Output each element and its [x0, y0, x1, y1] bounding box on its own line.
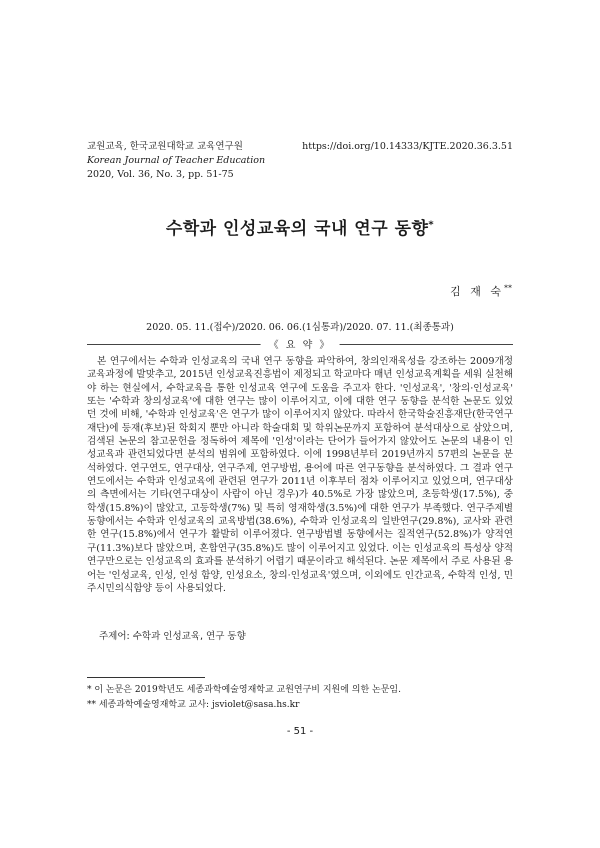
abstract-body: 본 연구에서는 수학과 인성교육의 국내 연구 동향을 파악하여, 창의인재육성을 강조하는 2009개정 교육과정에 발맞추고, 2015년 인성교육진흥법이 제정되고 학교마다 매년 인성교육계획을 세워 실천해야 하는 현실에서, 수학교육을 통한 인성교육 연구에 도움을 주고자 한다. '인성교육', '창의·인성교육' 또는 '수학과 창의성교육'에 대한 연구는 많이 이루어지고, 이에 대한 연구 동향을 분석한 논문도 있었던 것에 비해, '수학과 인성교육'은 연구가 많이 이루어지지 않았다. 따라서 한국학술진흥재단(한국연구재단)에 등재(후보)된 학회지 뿐만 아니라 학술대회 및 학위논문까지 포함하여 분석대상으로 삼았으며, 검색된 논문의 참고문헌을 정독하여 제목에 '인성'이라는 단어가 들어가지 않았어도 논문의 내용이 인성교육과 관련되었다면 분석의 범위에 포함하였다. 이에 1998년부터 2019년까지 57편의 논문을 분석하였다. 연구연도, 연구대상, 연구주제, 연구방법, 용어에 따른 연구동향을 분석하였다. 그 결과 연구연도에서는 수학과 인성교육에 관련된 연구가 2011년 이후부터 점차 이루어지고 있었으며, 연구대상의 측면에서는 기타(연구대상이 사람이 아닌 경우)가 40.5%로 가장 많았으며, 초등학생(17.5%), 중학생(15.8%)이 많았고, 고등학생(7%) 및 특히 영재학생(3.5%)에 대한 연구가 부족했다. 연구주제별 동향에서는 수학과 인성교육의 교육방법(38.6%), 수학과 인성교육의 일반연구(29.8%), 교사와 관련한 연구(15.8%)에서 연구가 활발히 이루어졌다. 연구방법별 동향에서는 질적연구(52.8%)가 양적연구(11.3%)보다 많았으며, 혼합연구(35.8%)도 많이 이루어지고 있었다. 이는 인성교육의 특성상 양적연구만으로는 인성교육의 효과를 분석하기 어렵기 때문이라고 해석된다. 논문 제목에서 주로 사용된 용어는 '인성교육, 인성, 인성 함양, 인성요소, 창의·인성교육'였으며, 이외에도 인간교육, 수학적 인성, 민주시민의식함양 등이 사용되었다. — [87, 356, 513, 594]
author-name — [450, 283, 512, 299]
author-footnote-mark: ** — [504, 283, 512, 293]
journal-header — [87, 140, 265, 182]
doi-link[interactable]: https://doi.org/10.14333/KJTE.2020.36.3.51 — [302, 141, 513, 152]
abstract-label: 《 요 약 》 — [261, 336, 340, 351]
author-name-text: 김 재 숙 — [450, 285, 504, 298]
article-title — [0, 214, 600, 239]
footnote-funding: * 이 논문은 2019학년도 세종과학예술영재학교 교원연구비 지원에 의한 논문임. — [87, 685, 401, 695]
volume-info: 2020, Vol. 36, No. 3, pp. 51-75 — [87, 169, 234, 180]
title-footnote-mark: * — [428, 219, 435, 231]
keywords: 주제어: 수학과 인성교육, 연구 동향 — [99, 631, 246, 642]
abstract-heading — [87, 337, 513, 351]
footnote-divider — [87, 677, 205, 678]
publisher-line: 교원교육, 한국교원대학교 교육연구원 — [87, 141, 243, 152]
journal-english-name: Korean Journal of Teacher Education — [87, 155, 266, 166]
footnotes — [87, 683, 401, 713]
footnote-author-affiliation: ** 세종과학예술영재학교 교사: jsviolet@sasa.hs.kr — [87, 700, 300, 710]
article-title-text: 수학과 인성교육의 국내 연구 동향 — [165, 219, 429, 239]
submission-dates: 2020. 05. 11.(접수)/2020. 06. 06.(1심통과)/2020. 07. 11.(최종통과) — [146, 322, 454, 333]
page-number: - 51 - — [286, 726, 314, 737]
